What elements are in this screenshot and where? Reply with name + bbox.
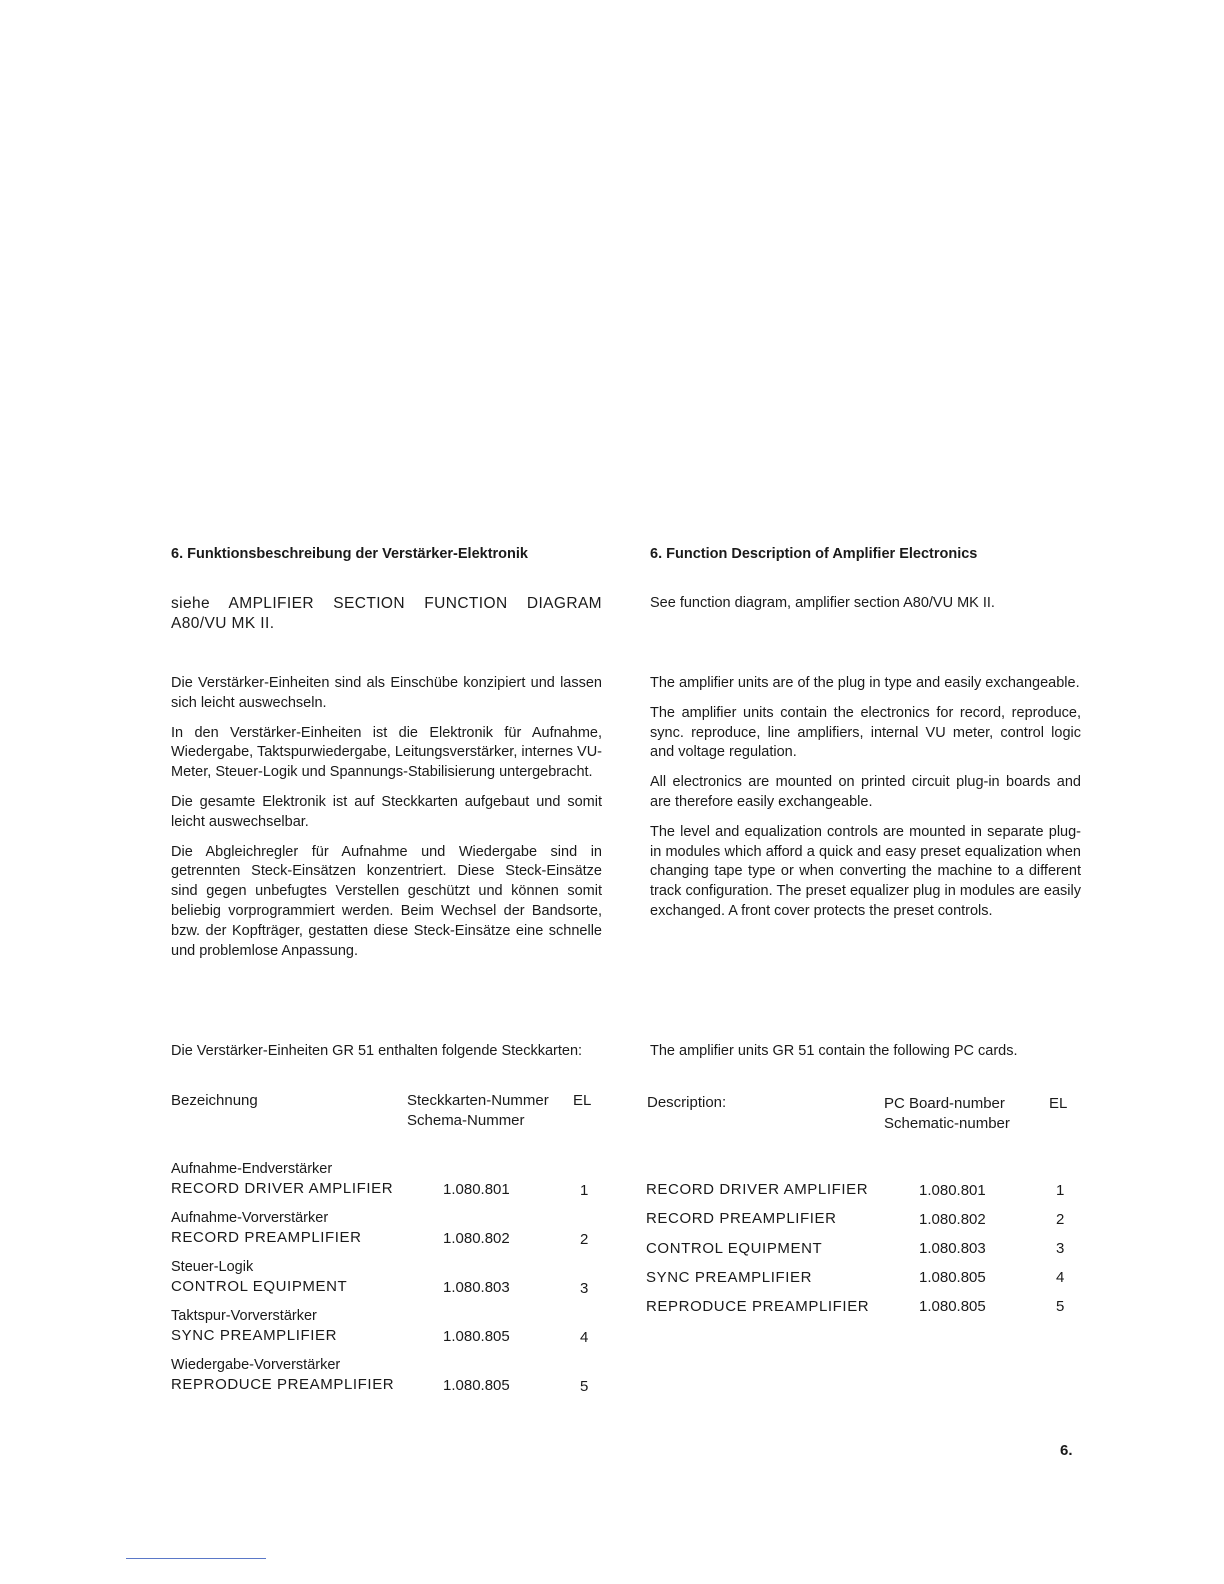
german-intro: Die Verstärker-Einheiten GR 51 enthalten folgende Steckkarten: bbox=[171, 1043, 583, 1059]
german-col-description: Bezeichnung bbox=[171, 1092, 258, 1109]
footer-divider bbox=[126, 1558, 266, 1559]
german-body bbox=[171, 674, 602, 961]
german-reference: siehe AMPLIFIER SECTION FUNCTION DIAGRAM A80/VU MK II. bbox=[171, 595, 602, 632]
english-paragraph: All electronics are mounted on printed circuit plug-in boards and are therefore easily exchangeable. bbox=[650, 774, 1081, 810]
english-col-el: EL bbox=[1049, 1095, 1068, 1112]
german-paragraph: Die Abgleichregler für Aufnahme und Wiedergabe sind in getrennten Steck-Einsätzen konzentriert. Diese Steck-Einsätze sind gegen unbefugtes Verstellen geschützt und können somit beliebig vorprogrammiert werden. Beim Wechsel der Bandsorte, bzw. der Kopfträger, gestatten diese Steck-Einsätze eine schnelle und problemlose Anpassung. bbox=[171, 843, 602, 959]
german-col-el: EL bbox=[573, 1092, 592, 1109]
german-paragraph: In den Verstärker-Einheiten ist die Elektronik für Aufnahme, Wiedergabe, Taktspurwiedergabe, Leitungsverstärker, internes VU-Meter, Steuer-Logik und Spannungs-Stabilisierung untergebracht. bbox=[171, 724, 602, 781]
english-paragraph: The level and equalization controls are mounted in separate plug-in modules which afford a quick and easy preset equalization when changing tape type or when converting the machine to a different track configuration. The preset equalizer plug in modules are easily exchanged. A front cover protects the preset controls. bbox=[650, 823, 1081, 919]
english-col-description: Description: bbox=[647, 1094, 727, 1111]
german-col-number: Steckkarten-Nummer bbox=[407, 1092, 549, 1109]
page-number: 6. bbox=[1060, 1442, 1073, 1459]
english-heading: 6. Function Description of Amplifier Electronics bbox=[650, 546, 978, 562]
english-col-number: PC Board-number bbox=[884, 1095, 1005, 1112]
english-intro: The amplifier units GR 51 contain the following PC cards. bbox=[650, 1043, 1018, 1059]
german-paragraph: Die gesamte Elektronik ist auf Steckkarten aufgebaut und somit leicht auswechselbar. bbox=[171, 793, 602, 830]
german-col-schema: Schema-Nummer bbox=[407, 1112, 525, 1129]
english-paragraph: The amplifier units contain the electronics for record, reproduce, sync. reproduce, line amplifiers, internal VU meter, control logic and voltage regulation. bbox=[650, 704, 1081, 761]
english-reference: See function diagram, amplifier section A80/VU MK II. bbox=[650, 595, 995, 611]
german-heading: 6. Funktionsbeschreibung der Verstärker-Elektronik bbox=[171, 546, 528, 562]
german-paragraph: Die Verstärker-Einheiten sind als Einschübe konzipiert und lassen sich leicht auswechseln. bbox=[171, 675, 602, 711]
english-col-schema: Schematic-number bbox=[884, 1115, 1010, 1132]
english-paragraph: The amplifier units are of the plug in type and easily exchangeable. bbox=[650, 675, 1080, 691]
english-body bbox=[650, 674, 1081, 922]
